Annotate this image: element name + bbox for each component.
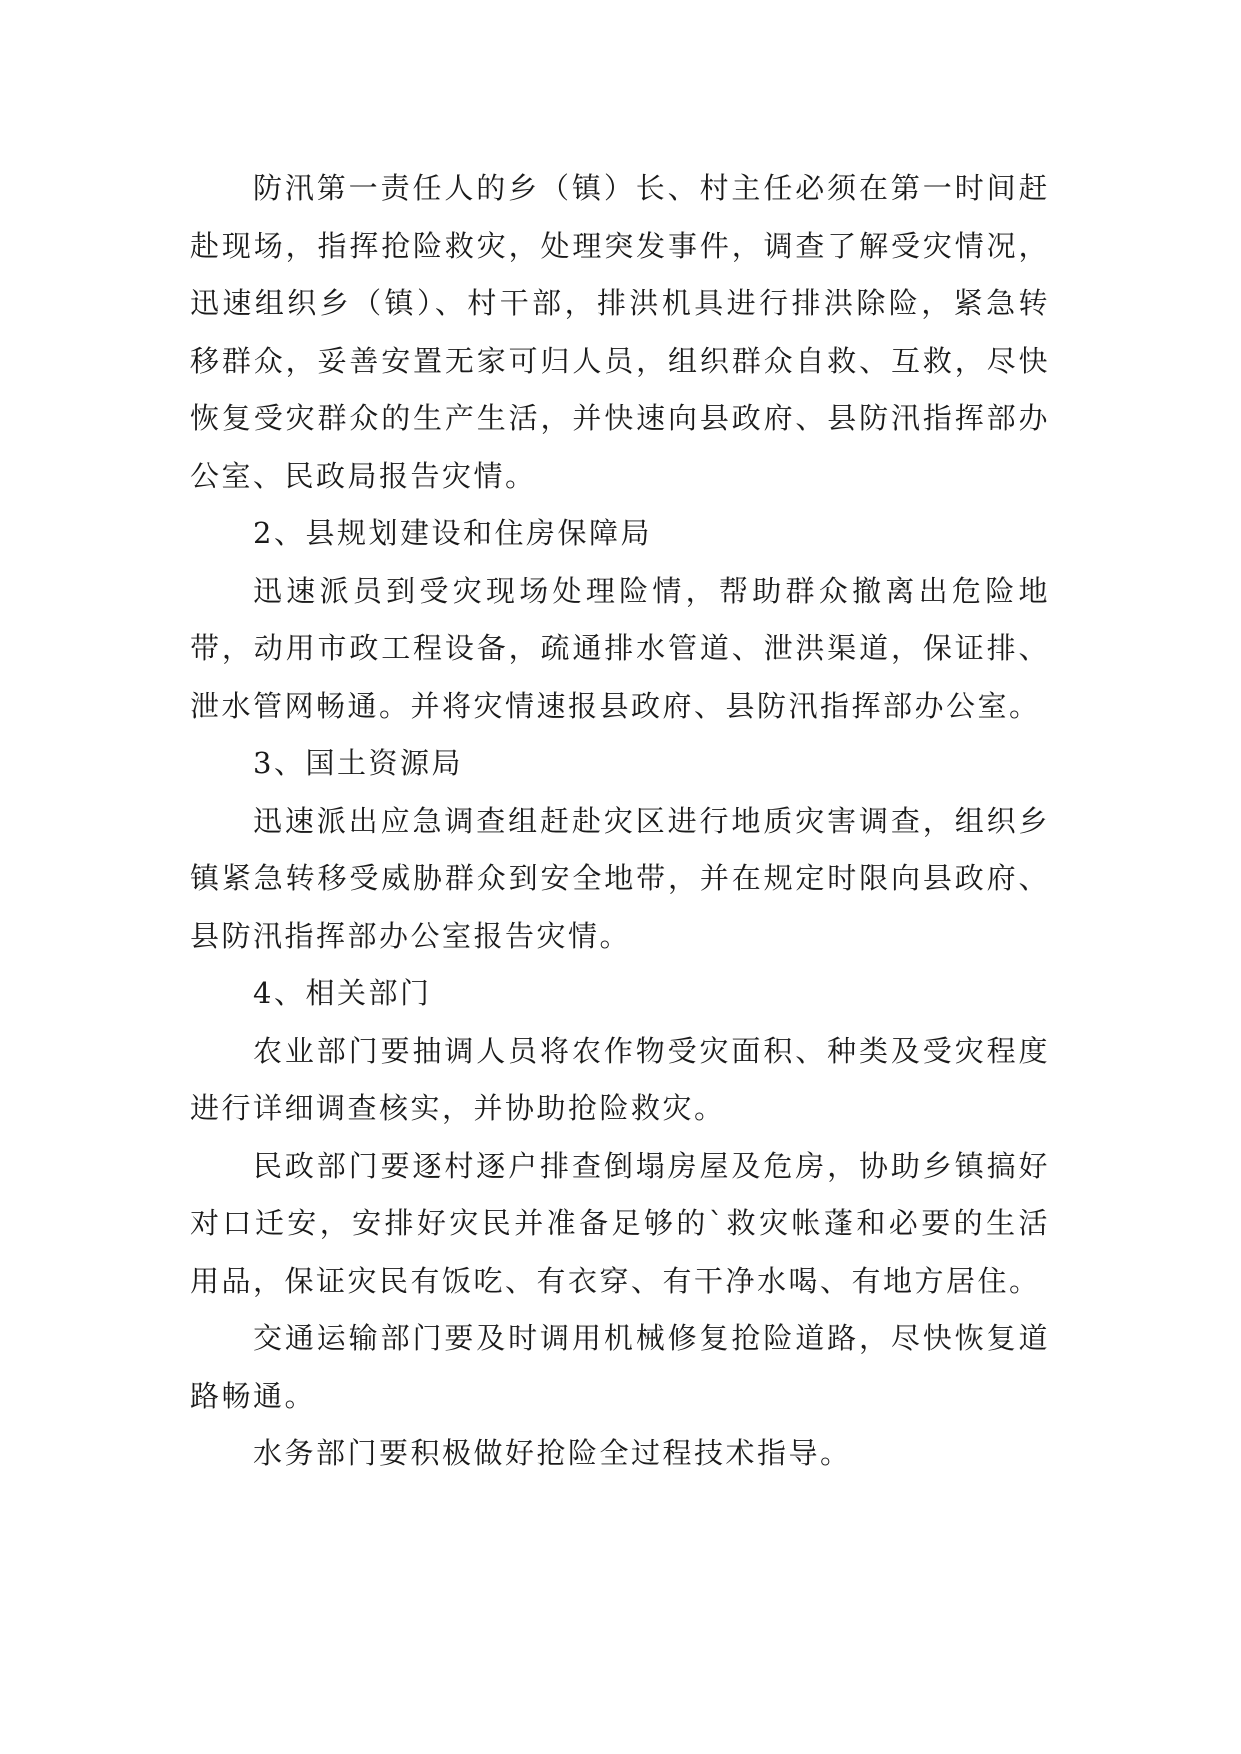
section-heading-related-departments: 4、相关部门	[253, 976, 432, 1010]
paragraph-township-responsibility: 防汛第一责任人的乡（镇）长、村主任必须在第一时间赶赴现场，指挥抢险救灾，处理突发事件，调查了解受灾情况，迅速组织乡（镇）、村干部，排洪机具进行排洪除险，紧急转移群众，妥善安置无家可归人员，组织群众自救、互救，尽快恢复受灾群众的生产生活，并快速向县政府、县防汛指挥部办公室、民政局报告灾情。	[190, 171, 1050, 493]
paragraph-agriculture: 农业部门要抽调人员将农作物受灾面积、种类及受灾程度进行详细调查核实，并协助抢险救灾。	[190, 1033, 1050, 1125]
document-body	[190, 160, 1050, 1483]
paragraph-land-resources: 迅速派出应急调查组赶赴灾区进行地质灾害调查，组织乡镇紧急转移受威胁群众到安全地带，并在规定时限向县政府、县防汛指挥部办公室报告灾情。	[190, 803, 1050, 953]
section-heading-planning-bureau: 2、县规划建设和住房保障局	[253, 516, 652, 550]
paragraph-transportation: 交通运输部门要及时调用机械修复抢险道路，尽快恢复道路畅通。	[190, 1321, 1050, 1413]
section-heading-land-resources: 3、国土资源局	[253, 746, 463, 780]
paragraph-water-affairs: 水务部门要积极做好抢险全过程技术指导。	[253, 1436, 852, 1470]
paragraph-civil-affairs: 民政部门要逐村逐户排查倒塌房屋及危房，协助乡镇搞好对口迁安，安排好灾民并准备足够的`救灾帐蓬和必要的生活用品，保证灾民有饭吃、有衣穿、有干净水喝、有地方居住。	[190, 1148, 1050, 1298]
paragraph-planning-bureau: 迅速派员到受灾现场处理险情，帮助群众撤离出危险地带，动用市政工程设备，疏通排水管道、泄洪渠道，保证排、泄水管网畅通。并将灾情速报县政府、县防汛指挥部办公室。	[190, 573, 1050, 723]
